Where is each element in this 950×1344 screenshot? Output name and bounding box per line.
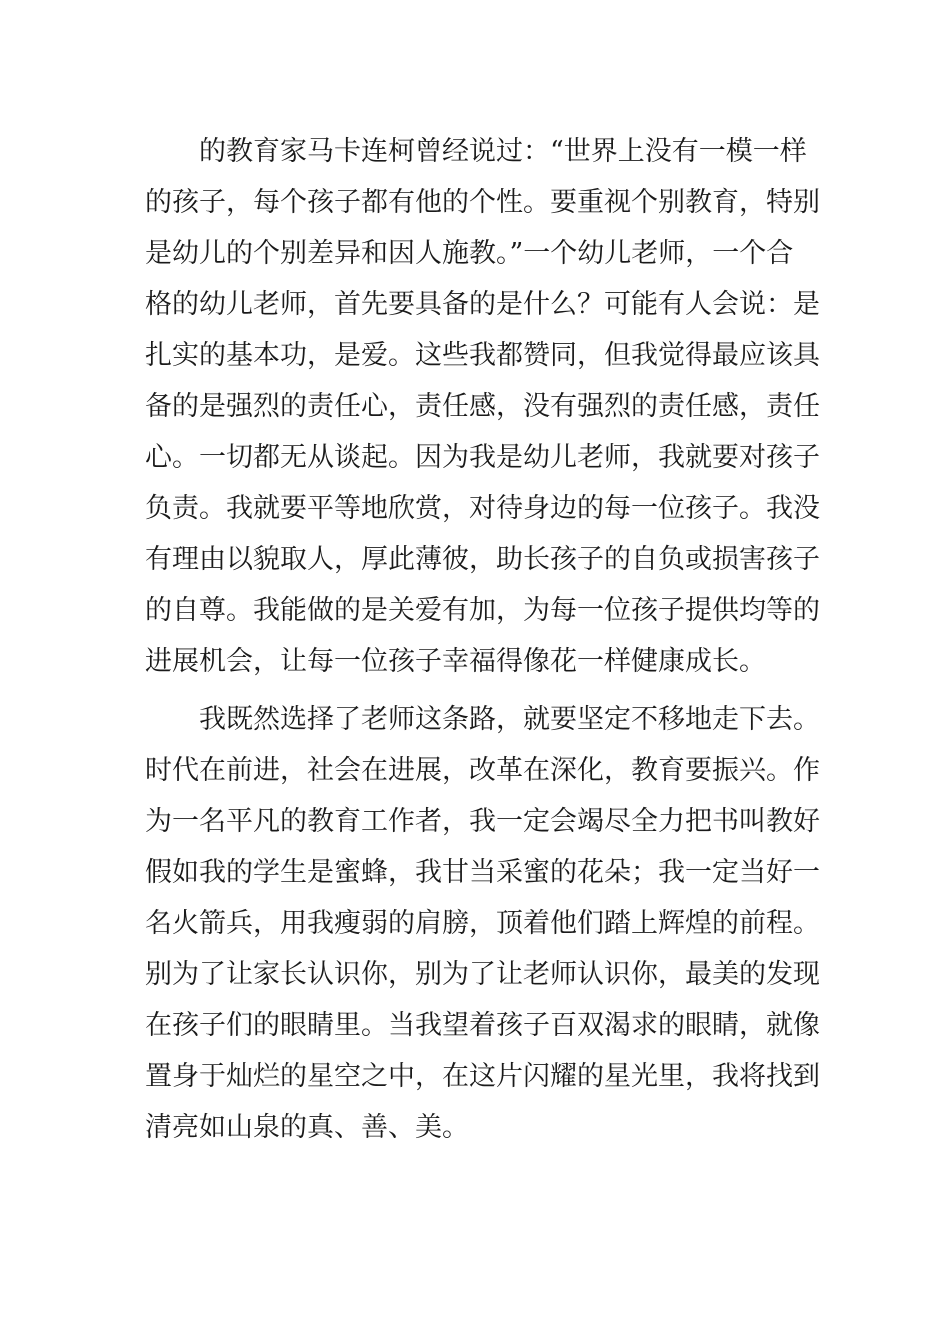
- paragraph-1-line: 有理由以貌取人，厚此薄彼，助长孩子的自负或损害孩子: [145, 544, 820, 575]
- paragraph-1-line: 备的是强烈的责任心，责任感，没有强烈的责任感，责任: [145, 391, 820, 422]
- paragraph-2-line: 置身于灿烂的星空之中，在这片闪耀的星光里，我将找到: [145, 1061, 820, 1092]
- paragraph-2-line: 在孩子们的眼睛里。当我望着孩子百双渴求的眼睛，就像: [145, 1010, 820, 1041]
- paragraph-1-line: 的教育家马卡连柯曾经说过：“世界上没有一模一样: [199, 136, 807, 167]
- paragraph-1-line: 的自尊。我能做的是关爱有加，为每一位孩子提供均等的: [145, 595, 820, 626]
- paragraph-1-line: 负责。我就要平等地欣赏，对待身边的每一位孩子。我没: [145, 493, 820, 524]
- paragraph-2-line: 我既然选择了老师这条路，就要坚定不移地走下去。: [199, 704, 820, 735]
- paragraph-2-line: 名火箭兵，用我瘦弱的肩膀，顶着他们踏上辉煌的前程。: [145, 908, 820, 939]
- paragraph-1-line: 是幼儿的个别差异和因人施教。”一个幼儿老师，一个合: [145, 238, 794, 269]
- paragraph-1: [145, 126, 820, 687]
- paragraph-1-line: 扎实的基本功，是爱。这些我都赞同，但我觉得最应该具: [145, 340, 820, 371]
- paragraph-1-line: 的孩子，每个孩子都有他的个性。要重视个别教育，特别: [145, 187, 820, 218]
- paragraph-2-line: 时代在前进，社会在进展，改革在深化，教育要振兴。作: [145, 755, 820, 786]
- paragraph-1-line: 格的幼儿老师，首先要具备的是什么？可能有人会说：是: [145, 289, 820, 320]
- paragraph-2-line: 假如我的学生是蜜蜂，我甘当采蜜的花朵；我一定当好一: [145, 857, 820, 888]
- paragraph-2-line: 别为了让家长认识你，别为了让老师认识你，最美的发现: [145, 959, 820, 990]
- paragraph-2-line: 清亮如山泉的真、善、美。: [145, 1112, 469, 1143]
- paragraph-2-line: 为一名平凡的教育工作者，我一定会竭尽全力把书叫教好: [145, 806, 820, 837]
- paragraph-2: [145, 694, 820, 1153]
- paragraph-1-line: 进展机会，让每一位孩子幸福得像花一样健康成长。: [145, 646, 766, 677]
- paragraph-1-line: 心。一切都无从谈起。因为我是幼儿老师，我就要对孩子: [145, 442, 820, 473]
